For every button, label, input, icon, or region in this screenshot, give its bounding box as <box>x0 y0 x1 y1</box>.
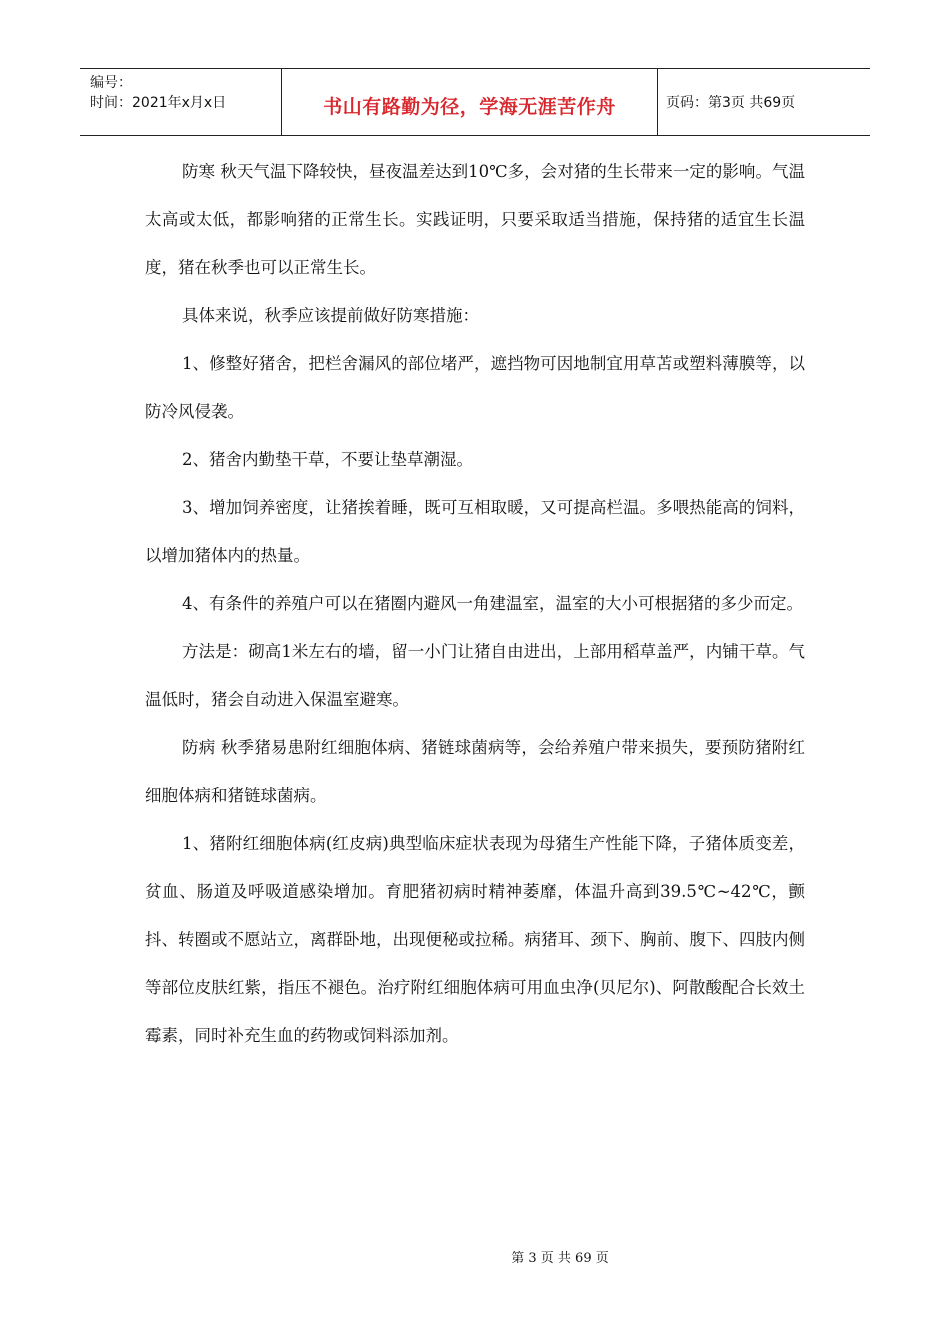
header-slogan: 书山有路勤为径，学海无涯苦作舟 <box>282 69 658 135</box>
paragraph: 具体来说，秋季应该提前做好防寒措施： <box>182 306 479 325</box>
footer-page-number: 第 3 页 共 69 页 <box>511 1251 609 1266</box>
paragraph: 1、猪附红细胞体病(红皮病)典型临床症状表现为母猪生产性能下降，子猪体质变差，贫血、肠道及呼吸道感染增加。育肥猪初病时精神萎靡，体温升高到39.5℃~42℃，颤抖、转圈或不愿站立，离群卧地，出现便秘或拉稀。病猪耳、颈下、胸前、腹下、四肢内侧等部位皮肤红紫，指压不褪色。治疗附红细胞体病可用血虫净(贝尼尔)、阿散酸配合长效土霉素，同时补充生血的药物或饲料添加剂。 <box>145 834 805 1045</box>
paragraph: 防寒 秋天气温下降较快，昼夜温差达到10℃多，会对猪的生长带来一定的影响。气温太高或太低，都影响猪的正常生长。实践证明，只要采取适当措施，保持猪的适宜生长温度，猪在秋季也可以正常生长。 <box>145 162 805 277</box>
paragraph: 3、增加饲养密度，让猪挨着睡，既可互相取暖，又可提高栏温。多喂热能高的饲料，以增加猪体内的热量。 <box>145 498 805 565</box>
paragraph: 2、猪舍内勤垫干草，不要让垫草潮湿。 <box>182 450 473 469</box>
paragraph: 1、修整好猪舍，把栏舍漏风的部位堵严，遮挡物可因地制宜用草苫或塑料薄膜等，以防冷风侵袭。 <box>145 354 805 421</box>
page-header <box>80 68 870 136</box>
paragraph: 防病 秋季猪易患附红细胞体病、猪链球菌病等，会给养殖户带来损失，要预防猪附红细胞体病和猪链球菌病。 <box>145 738 805 805</box>
header-page-number: 页码：第3页 共69页 <box>666 95 796 111</box>
header-meta-cell <box>80 69 282 135</box>
paragraph: 方法是：砌高1米左右的墙，留一小门让猪自由进出，上部用稻草盖严，内铺干草。气温低时，猪会自动进入保温室避寒。 <box>145 642 805 709</box>
paragraph: 4、有条件的养殖户可以在猪圈内避风一角建温室，温室的大小可根据猪的多少而定。 <box>182 594 803 613</box>
document-number-label: 编号： <box>90 75 132 91</box>
document-body <box>145 148 805 1060</box>
document-date-label: 时间：2021年x月x日 <box>90 95 227 111</box>
